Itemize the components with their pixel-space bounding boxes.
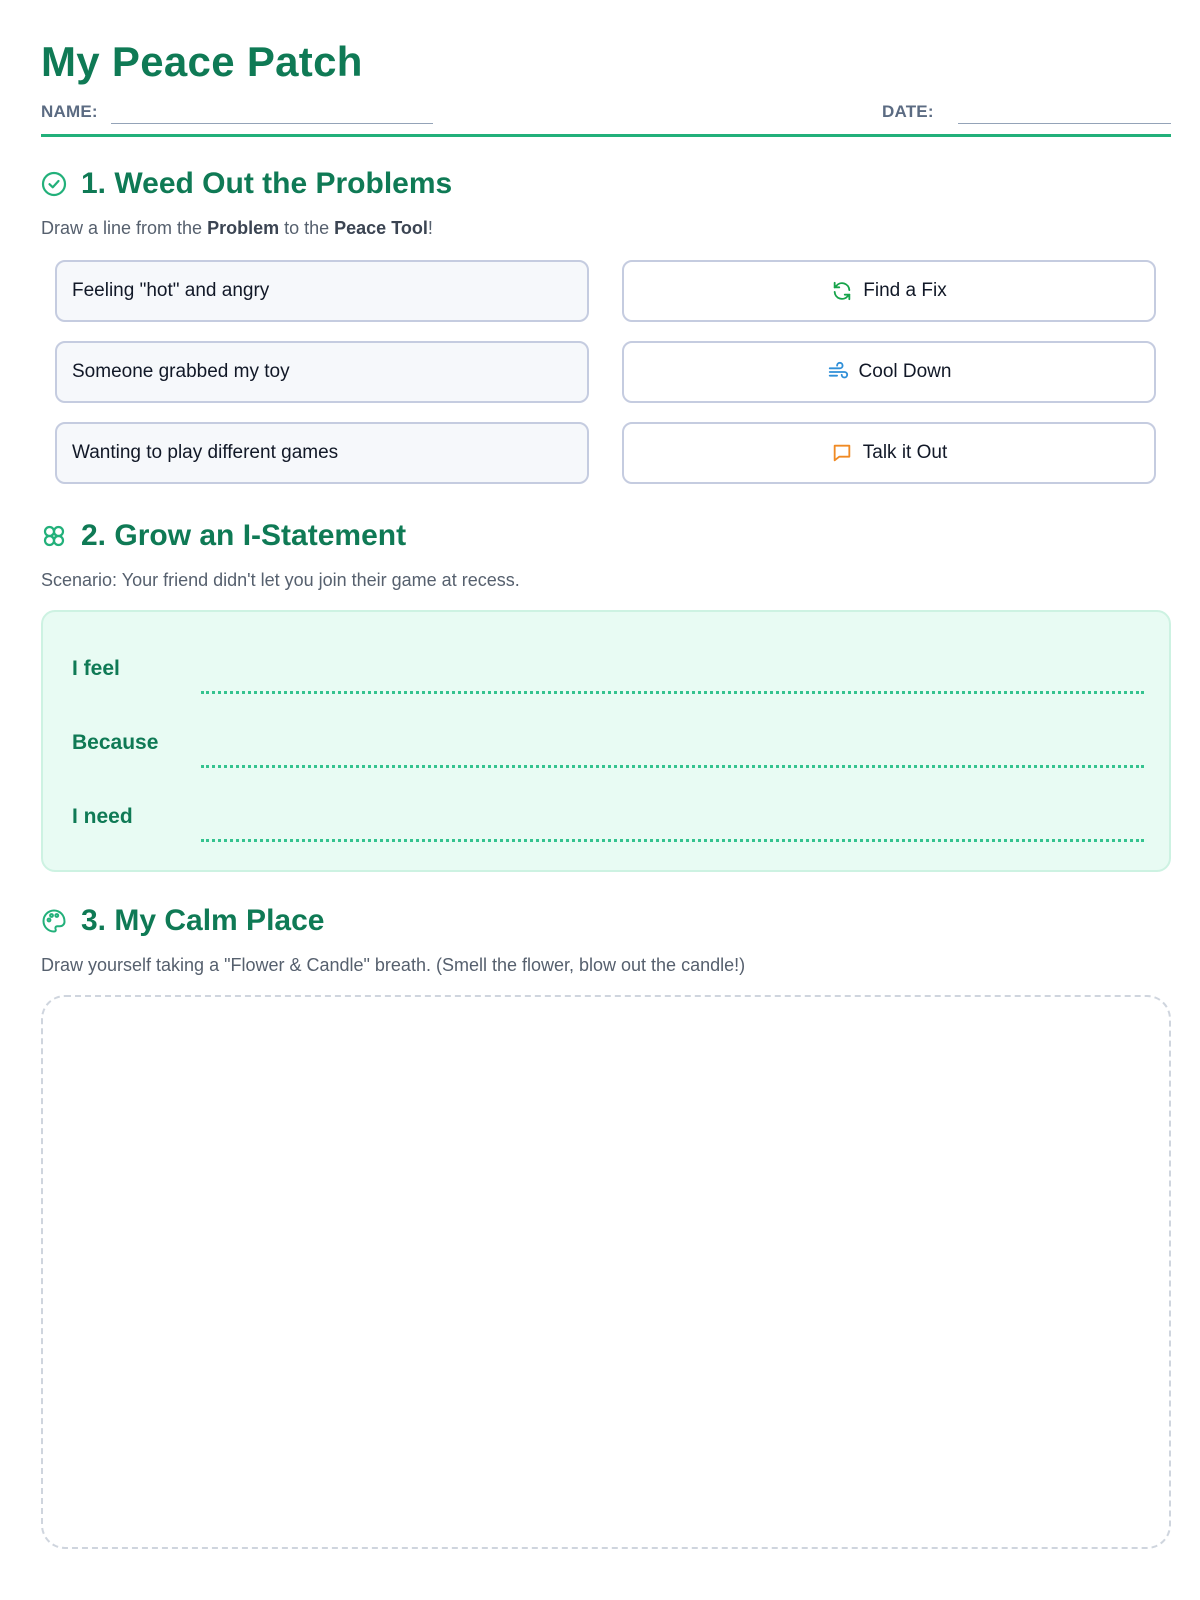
problem-label: Wanting to play different games (72, 442, 339, 463)
instruction-problem: Problem (207, 218, 280, 238)
because-line[interactable] (201, 765, 1144, 768)
section-3-instruction: Draw yourself taking a "Flower & Candle" breath. (Smell the flower, blow out the candle!) (41, 955, 746, 975)
i-feel-line[interactable] (201, 691, 1144, 694)
problem-card[interactable] (55, 260, 589, 322)
palette-icon (41, 908, 67, 934)
speech-bubble-icon (831, 442, 853, 464)
i-statement-panel (41, 610, 1171, 872)
name-field[interactable] (111, 123, 433, 124)
tool-label: Talk it Out (862, 442, 948, 463)
tool-label: Find a Fix (863, 280, 947, 301)
wind-icon (827, 361, 849, 383)
section-1-title: 1. Weed Out the Problems (81, 167, 453, 200)
tool-card-find-a-fix[interactable] (622, 260, 1156, 322)
i-need-label: I need (72, 805, 133, 828)
section-2-heading (41, 519, 406, 553)
name-label: NAME: (41, 102, 98, 121)
section-2-title: 2. Grow an I-Statement (81, 519, 407, 552)
tool-card-talk-it-out[interactable] (622, 422, 1156, 484)
refresh-icon (831, 280, 853, 302)
problem-card[interactable] (55, 341, 589, 403)
section-2-scenario: Scenario: Your friend didn't let you join their game at recess. (41, 570, 520, 590)
section-1-instruction (41, 218, 433, 239)
check-circle-icon (41, 171, 67, 197)
instruction-text: Draw a line from the (41, 218, 208, 238)
section-3-heading (41, 904, 324, 938)
tool-card-cool-down[interactable] (622, 341, 1156, 403)
page-title: My Peace Patch (41, 38, 363, 85)
section-3-title: 3. My Calm Place (81, 904, 325, 937)
problem-card[interactable] (55, 422, 589, 484)
instruction-text: to the (279, 218, 335, 238)
instruction-peace-tool: Peace Tool (334, 218, 428, 238)
name-date-row (41, 98, 1171, 137)
date-field[interactable] (958, 123, 1171, 124)
i-feel-label: I feel (72, 657, 120, 680)
tool-label: Cool Down (858, 361, 952, 382)
instruction-text: ! (427, 218, 433, 238)
section-1-heading (41, 167, 452, 201)
drawing-area[interactable] (41, 995, 1171, 1549)
problem-label: Someone grabbed my toy (72, 361, 290, 382)
problem-label: Feeling "hot" and angry (72, 280, 270, 301)
because-label: Because (72, 731, 159, 754)
flower-icon (41, 523, 67, 549)
i-need-line[interactable] (201, 839, 1144, 842)
date-label: DATE: (882, 102, 934, 121)
